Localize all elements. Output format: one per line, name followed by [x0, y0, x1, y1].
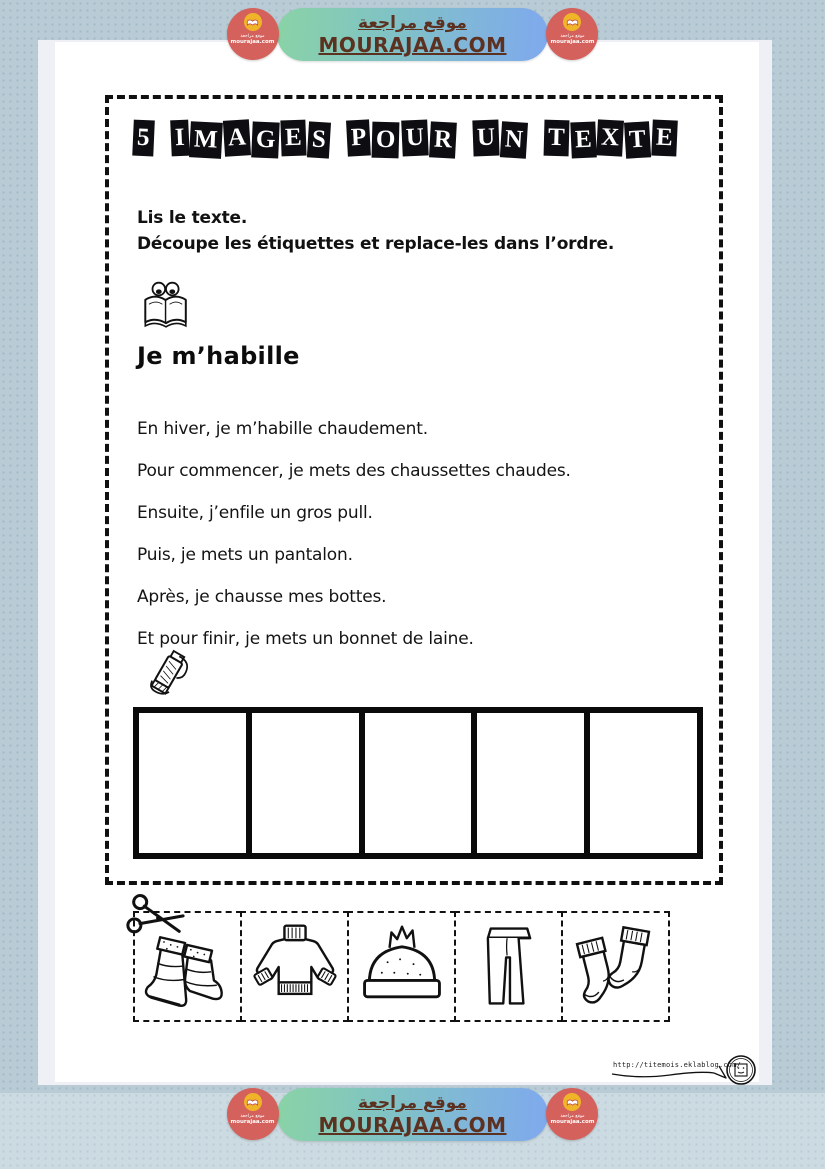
top-banner [0, 8, 825, 61]
sweater-image [247, 918, 343, 1016]
socks-image [568, 918, 664, 1016]
banner-pill [277, 8, 549, 61]
mourajaa-logo [227, 8, 279, 60]
logo-book-icon [563, 1093, 581, 1111]
cutout-strip [133, 911, 670, 1022]
cutout-cell-winter-hat [347, 911, 456, 1022]
banner-arabic-link[interactable]: موقع مراجعة [358, 1093, 467, 1113]
banner-arabic-link[interactable]: موقع مراجعة [358, 13, 467, 33]
answer-box-row [133, 707, 703, 859]
logo-book-icon [563, 13, 581, 31]
mourajaa-logo [546, 8, 598, 60]
mourajaa-logo [227, 1088, 279, 1140]
logo-arabic-text: موقع مراجعة [240, 34, 265, 39]
answer-box [474, 710, 587, 856]
answer-box [136, 710, 249, 856]
worksheet-frame [105, 95, 723, 885]
logo-domain-text: mourajaa.com [550, 39, 595, 45]
answer-box [249, 710, 362, 856]
logo-domain-text: mourajaa.com [550, 1119, 595, 1125]
story-line: Pour commencer, je mets des chaussettes chaudes. [137, 461, 571, 481]
scissors-icon [126, 891, 190, 953]
instruction-line: Lis le texte. [137, 208, 248, 228]
story-line: Après, je chausse mes bottes. [137, 587, 387, 607]
answer-box [587, 710, 700, 856]
logo-book-icon [244, 1093, 262, 1111]
cutout-cell-socks [561, 911, 670, 1022]
logo-arabic-text: موقع مراجعة [240, 1114, 265, 1119]
instructions [137, 205, 614, 257]
banner-site-link[interactable]: MOURAJAA.COM [318, 33, 507, 57]
glue-stick-icon [141, 647, 197, 709]
story-line: Puis, je mets un pantalon. [137, 545, 353, 565]
story-title: Je m’habille [137, 342, 300, 370]
winter-hat-image [354, 918, 450, 1016]
answer-box [362, 710, 475, 856]
logo-arabic-text: موقع مراجعة [560, 34, 585, 39]
story-text [137, 417, 571, 669]
cutout-cell-pants [454, 911, 563, 1022]
logo-domain-text: mourajaa.com [230, 39, 275, 45]
story-line: Et pour finir, je mets un bonnet de laine. [137, 629, 474, 649]
bottom-banner [0, 1088, 825, 1141]
reading-book-icon [139, 279, 193, 339]
pants-image [461, 918, 557, 1016]
source-url-link[interactable]: http://titemois.eklablog.com/ [613, 1061, 742, 1069]
banner-site-link[interactable]: MOURAJAA.COM [318, 1113, 507, 1137]
logo-domain-text: mourajaa.com [230, 1119, 275, 1125]
logo-arabic-text: موقع مراجعة [560, 1114, 585, 1119]
instruction-line: Découpe les étiquettes et replace-les dans l’ordre. [137, 234, 615, 254]
worksheet-title: 5 I M A G E S P O U R U N T E X T E [133, 121, 694, 157]
story-line: Ensuite, j’enfile un gros pull. [137, 503, 373, 523]
logo-book-icon [244, 13, 262, 31]
banner-pill [277, 1088, 549, 1141]
cutout-cell-sweater [240, 911, 349, 1022]
story-line: En hiver, je m’habille chaudement. [137, 419, 428, 439]
mourajaa-logo [546, 1088, 598, 1140]
